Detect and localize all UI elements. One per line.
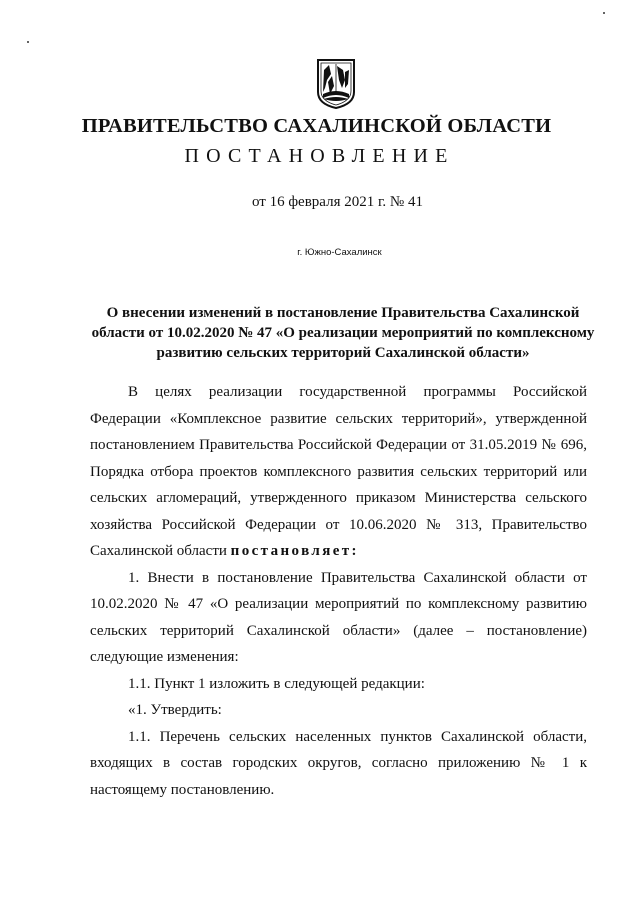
preamble-text: В целях реализации государственной программы Российской Федерации «Комплексное развитие сельских территорий», утвержденной постановлением Правительства Российской Федерации от 31.05.2019 № 696, Порядка отбора проектов комплексного развития сельских территорий или сельских агломераций, утвержденного приказом Министерства сельского хозяйства Российской Федерации от 10.06.2020 № 313, Правительство Сахалинской области xyxy=(90,384,587,559)
document-body xyxy=(90,379,587,803)
coat-of-arms-icon xyxy=(315,58,357,110)
organization-title: ПРАВИТЕЛЬСТВО САХАЛИНСКОЙ ОБЛАСТИ xyxy=(81,115,552,137)
document-subject: О внесении изменений в постановление Правительства Сахалинской области от 10.02.2020 № 47 «О реализации мероприятий по комплексному развитию сельских территорий Сахалинской области» xyxy=(91,305,595,361)
scan-speck xyxy=(27,41,29,43)
item-1-paragraph: 1. Внести в постановление Правительства Сахалинской области от 10.02.2020 № 47 «О реализации мероприятий по комплексному развитию сельских территорий Сахалинской области» (далее – постановление) следующие изменения: xyxy=(90,569,587,665)
item-1-1-list-paragraph: 1.1. Перечень сельских населенных пунктов Сахалинской области, входящих в состав городских округов, согласно приложению № 1 к настоящему постановлению. xyxy=(90,728,587,798)
resolves-keyword: постановляет: xyxy=(230,543,359,559)
document-city: г. Южно-Сахалинск xyxy=(297,247,382,258)
item-1-1-paragraph: 1.1. Пункт 1 изложить в следующей редакции: xyxy=(128,675,425,692)
document-type: ПОСТАНОВЛЕНИЕ xyxy=(184,145,455,167)
scan-speck xyxy=(603,12,605,14)
approve-paragraph: «1. Утвердить: xyxy=(128,702,222,718)
preamble-paragraph xyxy=(90,379,587,565)
document-date-number: от 16 февраля 2021 г. № 41 xyxy=(251,194,423,210)
